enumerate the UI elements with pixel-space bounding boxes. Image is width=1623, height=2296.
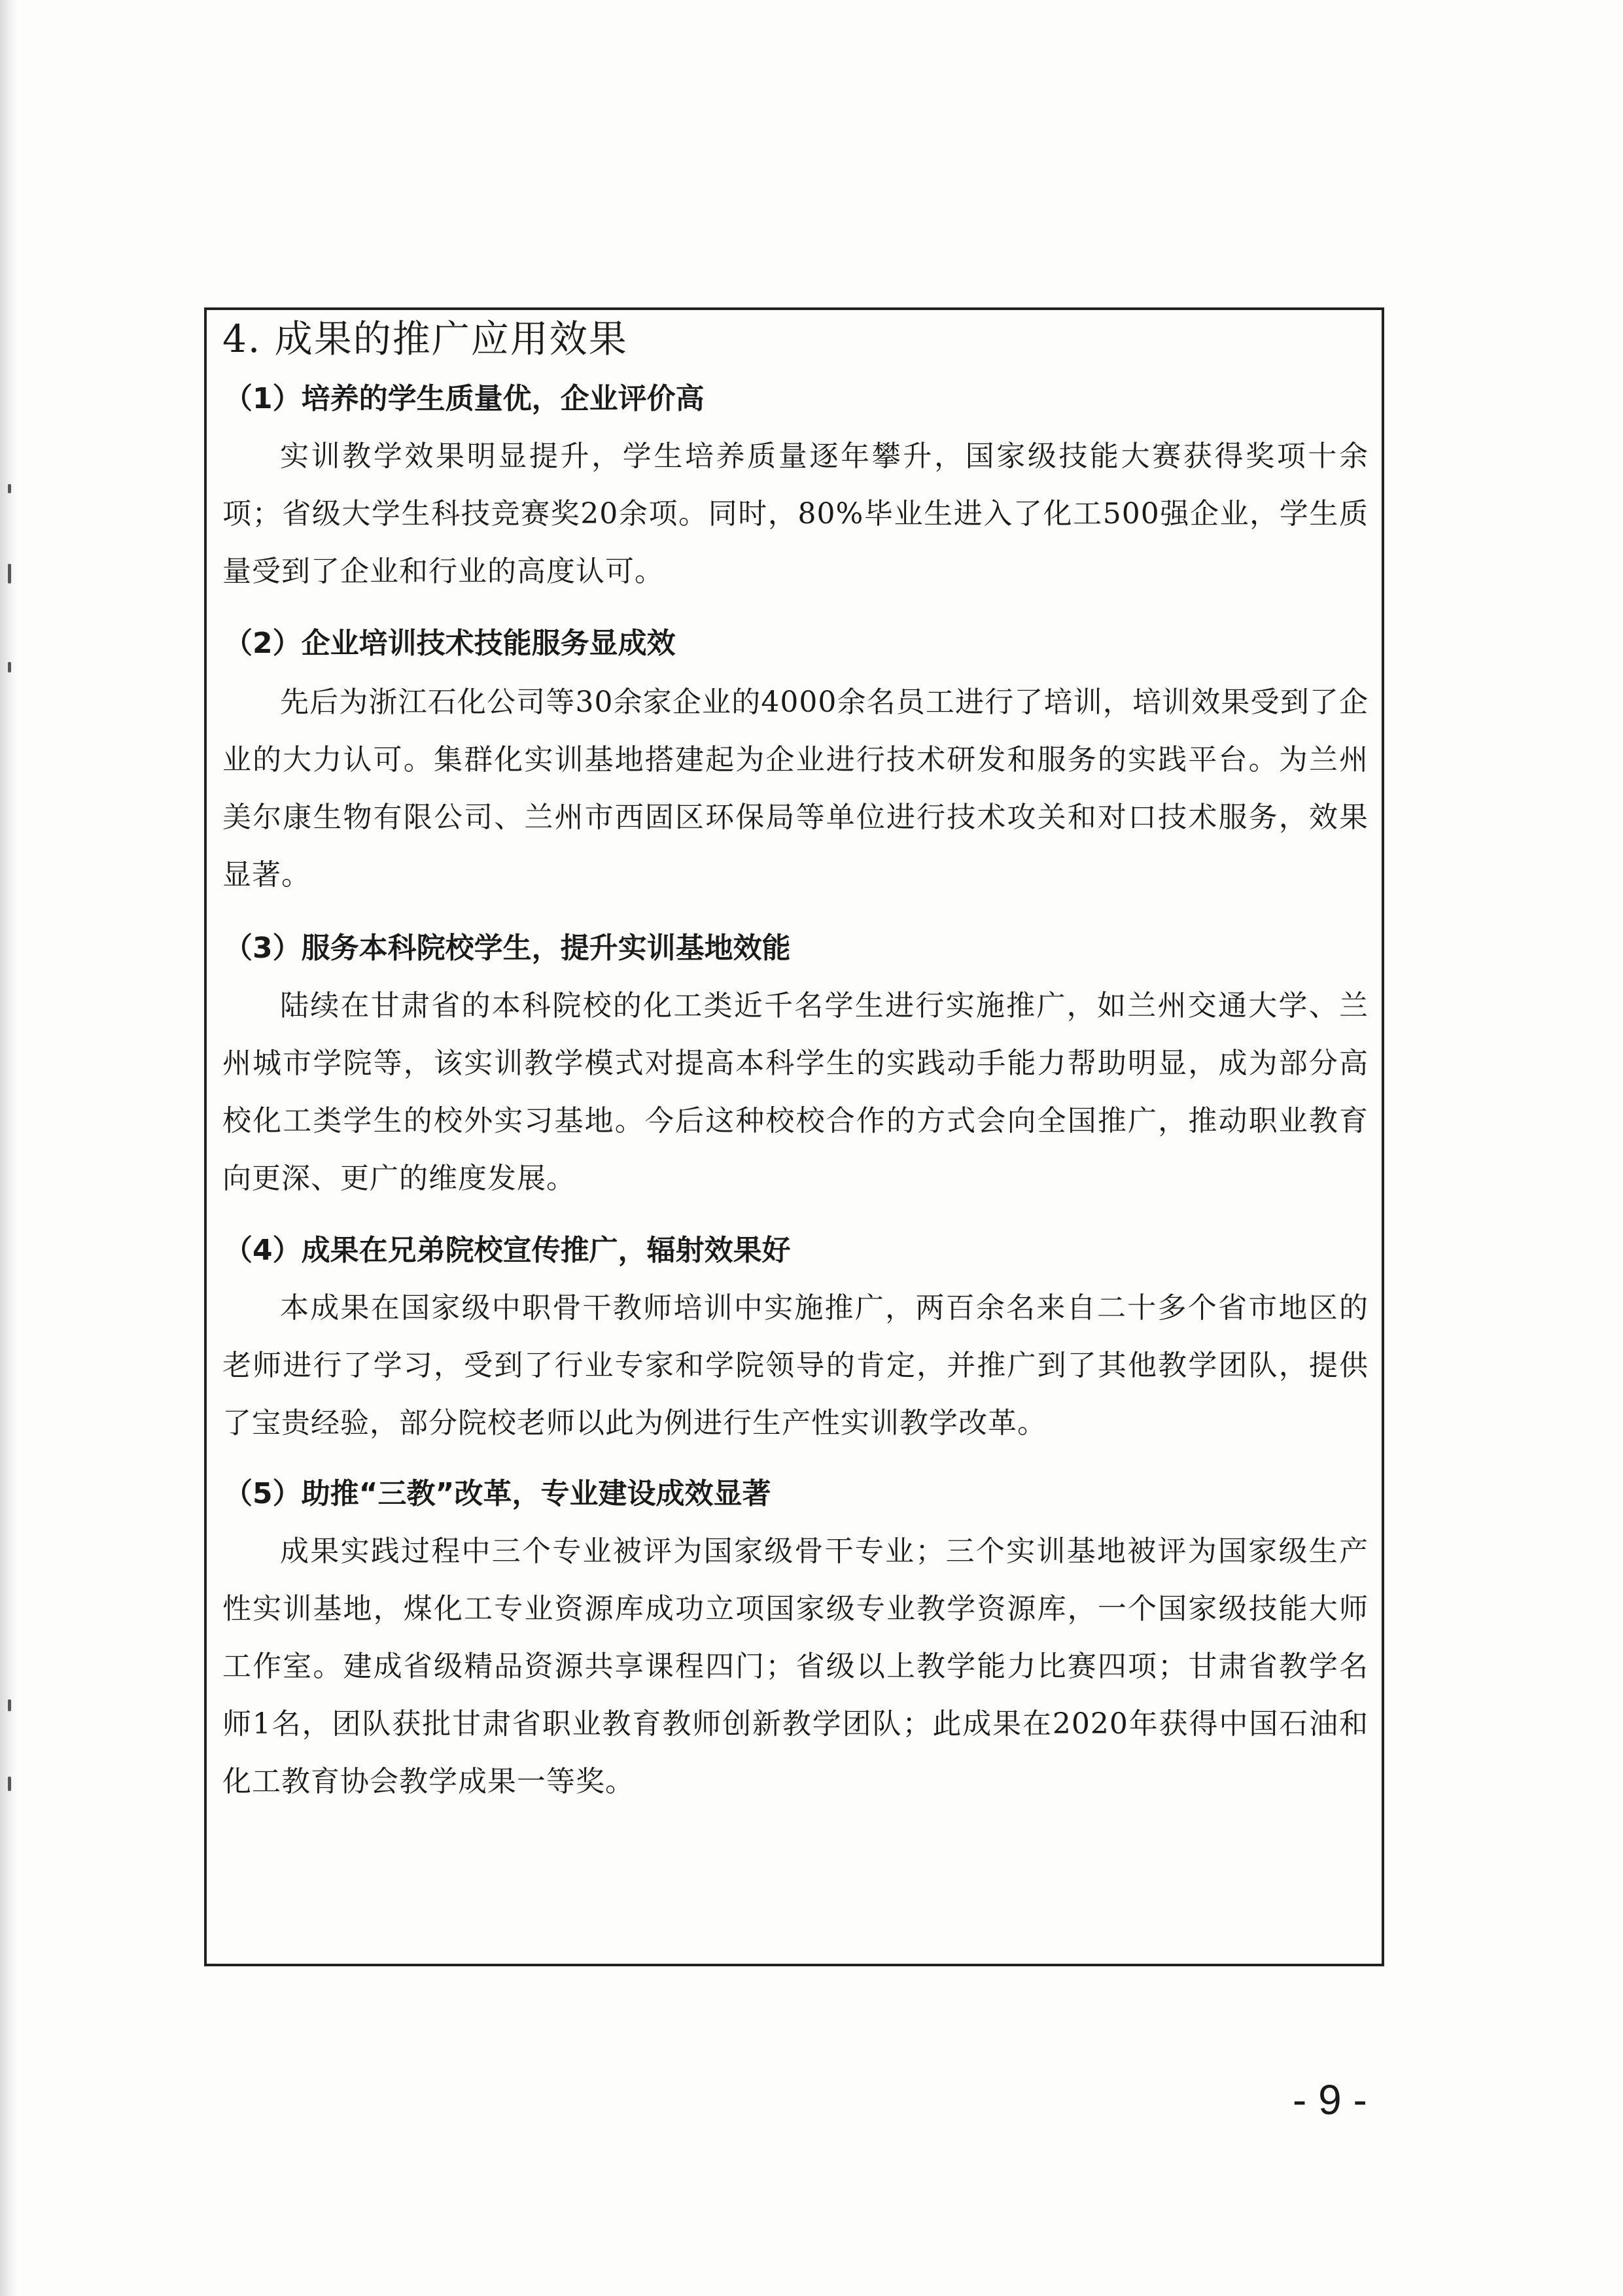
paragraph-2: 先后为浙江石化公司等30余家企业的4000余名员工进行了培训，培训效果受到了企业的大力认可。集群化实训基地搭建起为企业进行技术研发和服务的实践平台。为兰州美尔康生物有限公司、兰州市西固区环保局等单位进行技术攻关和对口技术服务，效果显著。 (222, 686, 1369, 892)
paragraph-1: 实训教学效果明显提升，学生培养质量逐年攀升，国家级技能大赛获得奖项十余项；省级大学生科技竞赛奖20余项。同时，80%毕业生进入了化工500强企业，学生质量受到了企业和行业的高度认可。 (222, 440, 1369, 588)
subsection-heading-3: （3）服务本科院校学生，提升实训基地效能 (224, 931, 791, 965)
binding-hole-mark (8, 1699, 11, 1711)
page-number: - 9 - (1293, 2076, 1367, 2123)
binding-hole-mark (8, 1777, 11, 1791)
paragraph-3: 陆续在甘肃省的本科院校的化工类近千名学生进行实施推广，如兰州交通大学、兰州城市学院等，该实训教学模式对提高本科学生的实践动手能力帮助明显，成为部分高校化工类学生的校外实习基地。今后这种校校合作的方式会向全国推广，推动职业教育向更深、更广的维度发展。 (222, 989, 1369, 1195)
paragraph-4: 本成果在国家级中职骨干教师培训中实施推广，两百余名来自二十多个省市地区的老师进行了学习，受到了行业专家和学院领导的肯定，并推广到了其他教学团队，提供了宝贵经验，部分院校老师以此为例进行生产性实训教学改革。 (222, 1291, 1369, 1440)
scan-left-edge (0, 0, 17, 2296)
binding-hole-mark (8, 484, 11, 493)
binding-hole-mark (8, 564, 11, 583)
paragraph-5: 成果实践过程中三个专业被评为国家级骨干专业；三个实训基地被评为国家级生产性实训基地，煤化工专业资源库成功立项国家级专业教学资源库，一个国家级技能大师工作室。建成省级精品资源共享课程四门；省级以上教学能力比赛四项；甘肃省教学名师1名，团队获批甘肃省职业教育教师创新教学团队；此成果在2020年获得中国石油和化工教育协会教学成果一等奖。 (222, 1535, 1369, 1798)
subsection-heading-1: （1）培养的学生质量优，企业评价高 (224, 382, 705, 415)
subsection-heading-2: （2）企业培训技术技能服务显成效 (224, 627, 676, 660)
subsection-heading-5: （5）助推“三教”改革，专业建设成效显著 (224, 1477, 771, 1510)
subsection-heading-4: （4）成果在兄弟院校宣传推广，辐射效果好 (224, 1234, 791, 1267)
binding-hole-mark (8, 662, 11, 672)
section-title: 4. 成果的推广应用效果 (222, 317, 628, 361)
